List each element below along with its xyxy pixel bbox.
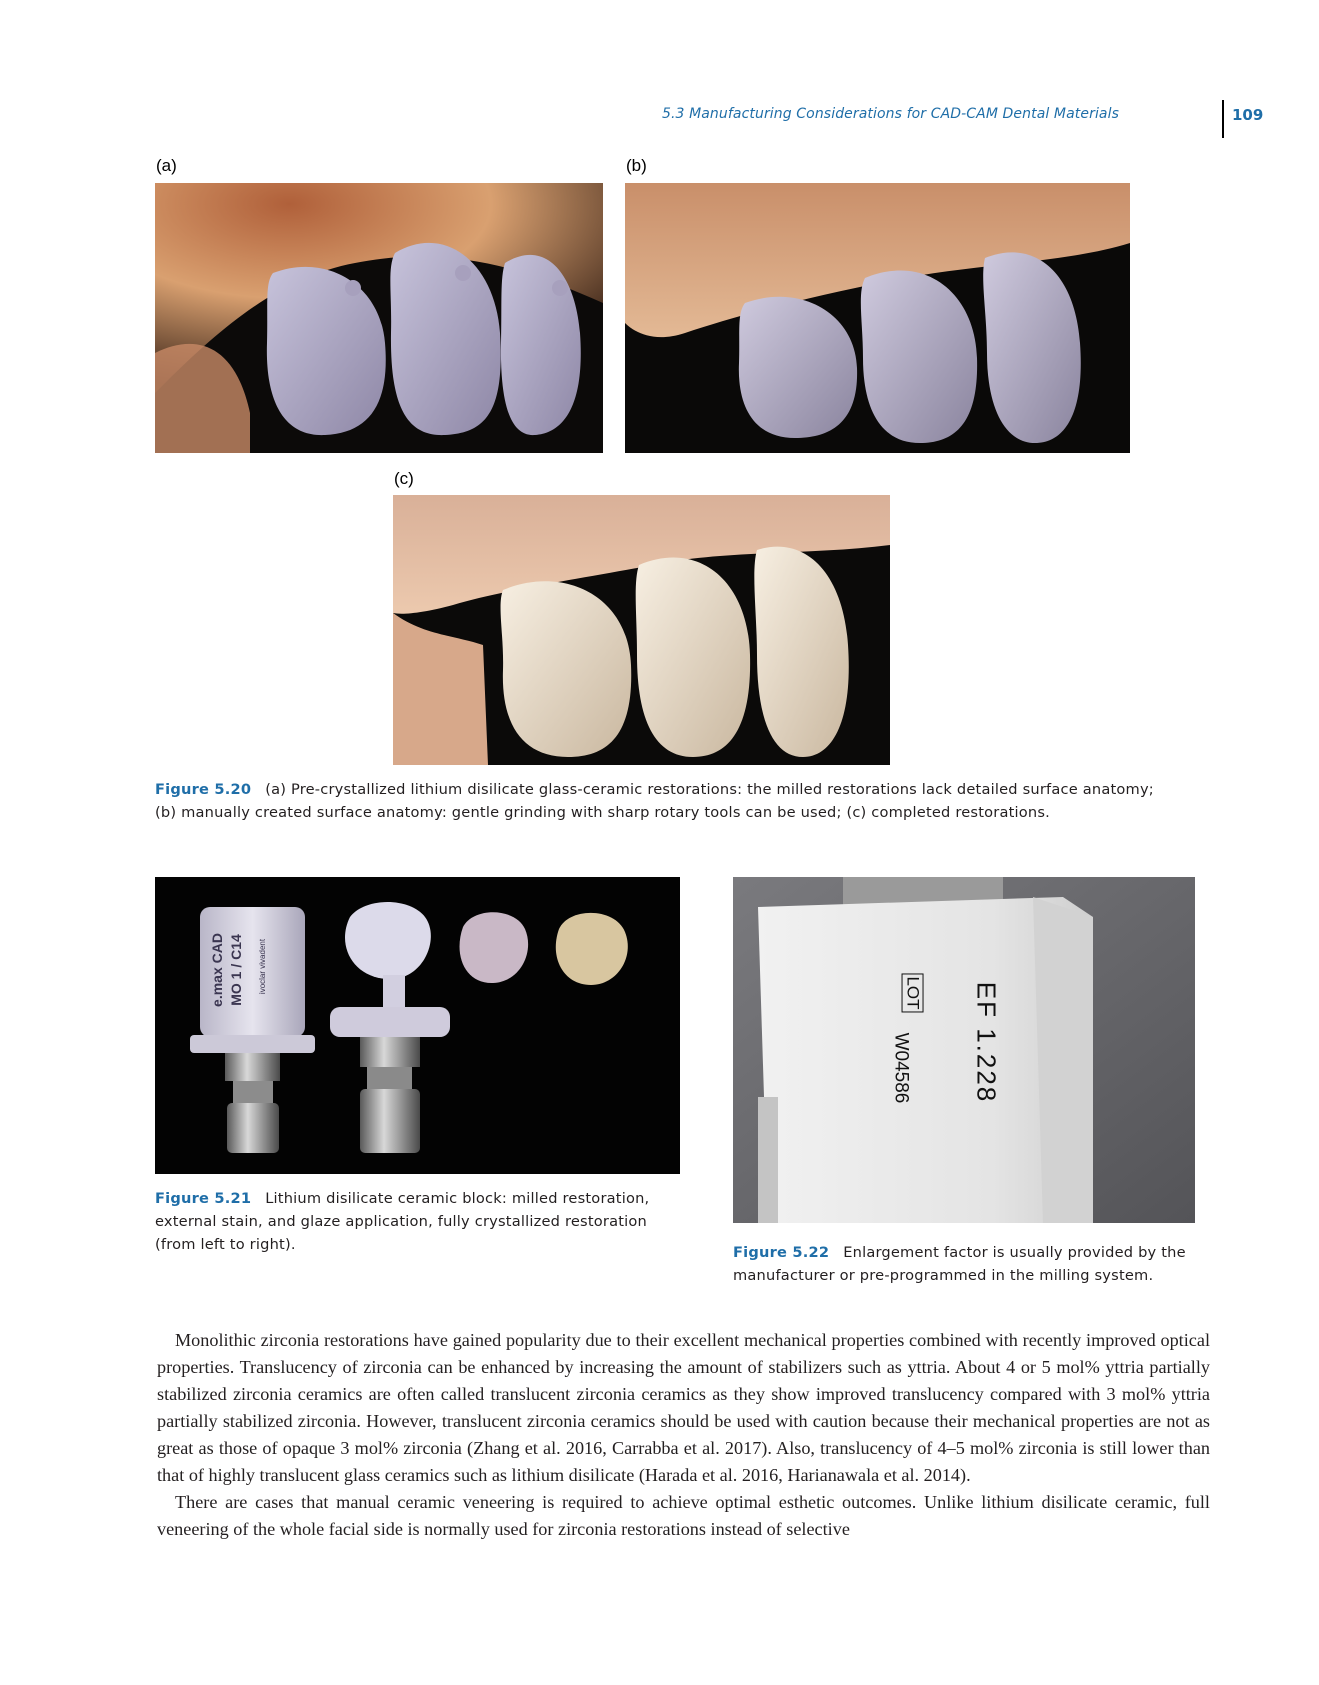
figure-5-20-caption-line2: (b) manually created surface anatomy: gentle grinding with sharp rotary tools can be used; (c) completed restorations. <box>155 804 1051 821</box>
lot-box-text: LOT <box>902 973 924 1012</box>
block-label-group <box>210 917 295 1027</box>
figure-5-22-caption-line1: Enlargement factor is usually provided by the <box>843 1244 1186 1261</box>
figure-5-22-label: Figure 5.22 <box>733 1244 830 1261</box>
photo-zirconia-block-enlargement-factor <box>733 877 1195 1223</box>
panel-label-c: (c) <box>394 469 414 488</box>
figure-5-20-caption <box>155 778 1185 824</box>
page-number: 109 <box>1232 106 1264 124</box>
body-paragraph-2: There are cases that manual ceramic veneering is required to achieve optimal esthetic outcomes. Unlike lithium disilicate ceramic, full veneering of the whole facial side is normally used for zirconia restorations instead of selective <box>157 1492 1210 1539</box>
enlargement-factor-text: EF 1.228 <box>971 981 1002 1104</box>
figure-5-20-caption-line1: (a) Pre-crystallized lithium disilicate glass-ceramic restorations: the milled restorations lack detailed surface anatomy; <box>265 781 1154 798</box>
panel-label-b: (b) <box>626 156 647 175</box>
header-rule <box>1222 100 1224 138</box>
lot-number-text: W04586 <box>890 1032 912 1104</box>
figure-5-21-caption <box>155 1187 680 1256</box>
body-text <box>157 1327 1210 1543</box>
photo-precrystallized-restorations <box>155 183 603 453</box>
figure-5-20-label: Figure 5.20 <box>155 781 252 798</box>
panel-label-a: (a) <box>156 156 177 175</box>
figure-5-22-caption-line2: manufacturer or pre-programmed in the milling system. <box>733 1267 1154 1284</box>
block-manufacturer-text: ivoclar vivadent <box>258 938 268 995</box>
running-header-title: 5.3 Manufacturing Considerations for CAD-CAM Dental Materials <box>661 106 1119 122</box>
photo-completed-restorations <box>393 495 890 765</box>
photo-lithium-disilicate-block-sequence <box>155 877 680 1174</box>
block-engraving-group <box>890 957 1055 1157</box>
figure-5-21-caption-line3: (from left to right). <box>155 1236 296 1253</box>
figure-5-21-caption-line1: Lithium disilicate ceramic block: milled restoration, <box>265 1190 650 1207</box>
figure-5-21-label: Figure 5.21 <box>155 1190 252 1207</box>
photo-manual-surface-anatomy <box>625 183 1130 453</box>
body-paragraph-1: Monolithic zirconia restorations have gained popularity due to their excellent mechanical properties combined with recently improved optical properties. Translucency of zirconia can be enhanced by increasing the amount of stabilizers such as yttria. About 4 or 5 mol% yttria partially stabilized zirconia ceramics are often called translucent zirconia ceramics as they show improved translucency compared with 3 mol% yttria partially stabilized zirconia. However, translucent zirconia ceramics should be used with caution because their mechanical properties are not as great as those of opaque 3 mol% zirconia (Zhang et al. 2016, Carrabba et al. 2017). Also, translucency of 4–5 mol% zirconia is still lower than that of highly translucent glass ceramics such as lithium disilicate (Harada et al. 2016, Harianawala et al. 2014). <box>157 1330 1210 1485</box>
block-shade-text: MO 1 / C14 <box>227 934 244 1006</box>
figure-5-22-caption <box>733 1241 1203 1287</box>
block-brand-text: e.max CAD <box>208 933 225 1007</box>
figure-5-21-caption-line2: external stain, and glaze application, fully crystallized restoration <box>155 1213 647 1230</box>
